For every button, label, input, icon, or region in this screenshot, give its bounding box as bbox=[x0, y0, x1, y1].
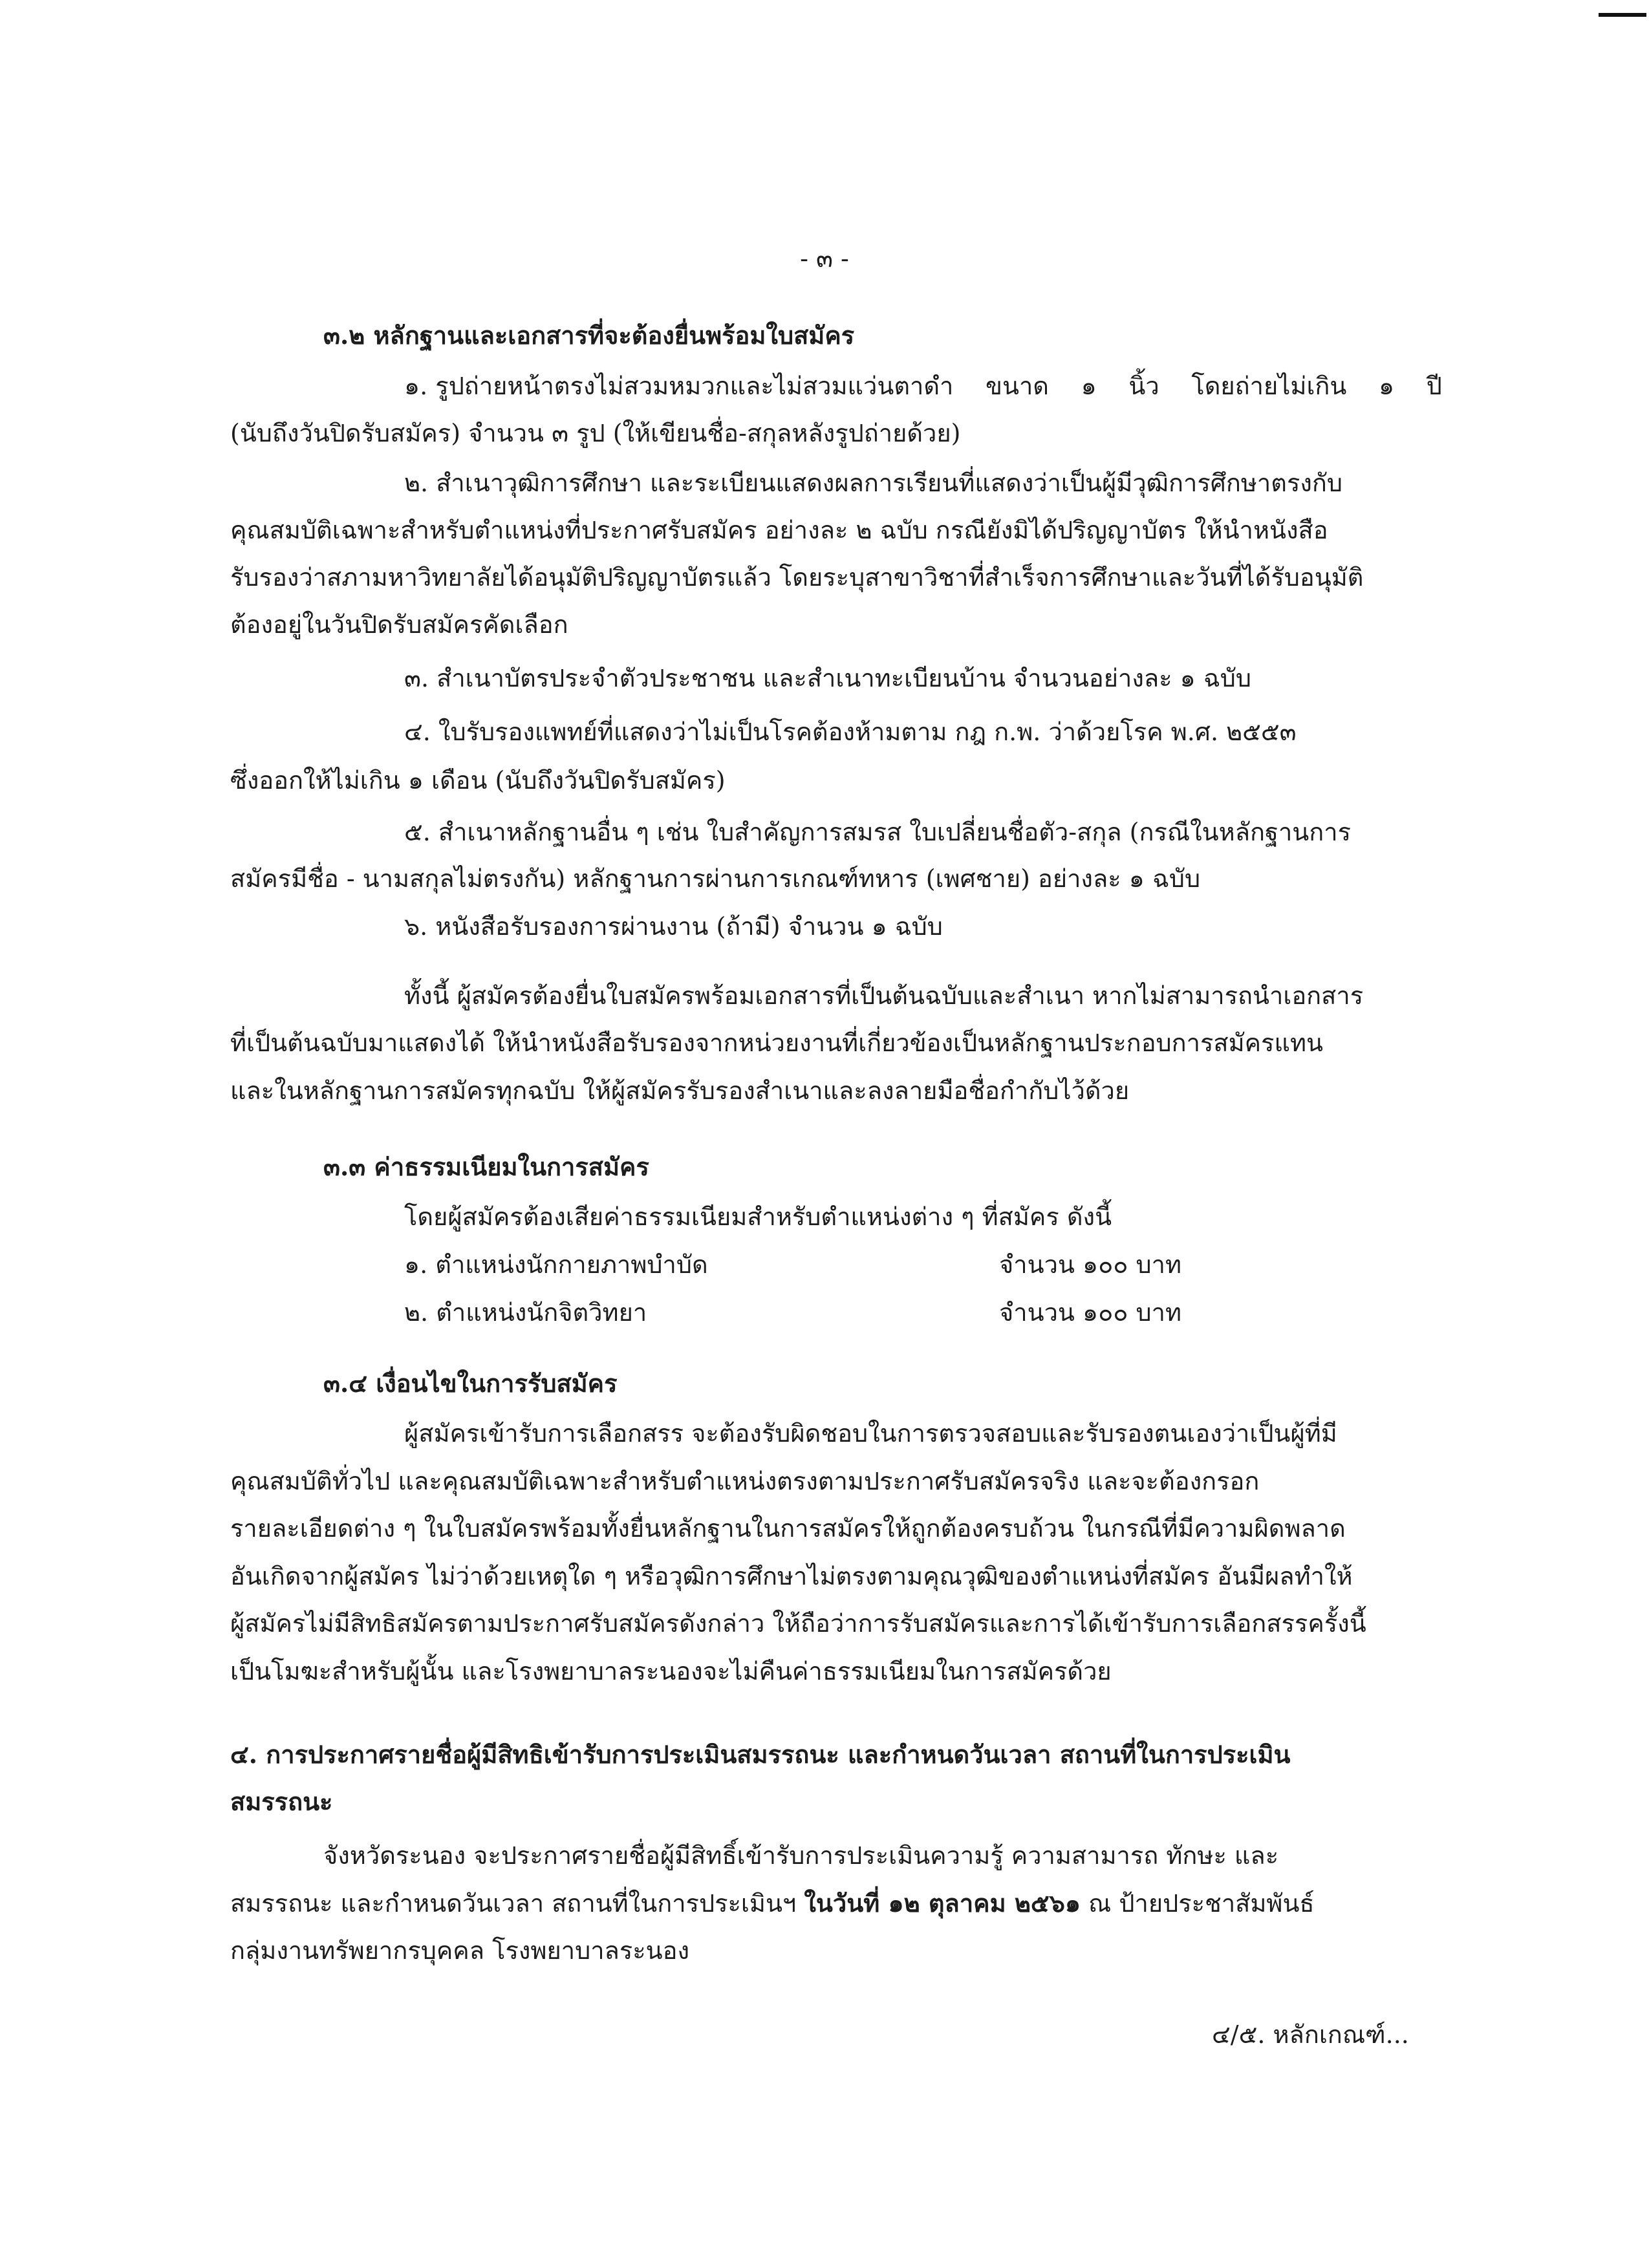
item-2-line-2: คุณสมบัติเฉพาะสำหรับตำแหน่งที่ประกาศรับสมัคร อย่างละ ๒ ฉบับ กรณียังมิได้ปริญญาบัตร ให้นำหนังสือ bbox=[230, 516, 1328, 544]
conditions-line: ผู้สมัครไม่มีสิทธิสมัครตามประกาศรับสมัครดังกล่าว ให้ถือว่าการรับสมัครและการได้เข้ารับการเลือกสรรครั้งนี้ bbox=[230, 1609, 1366, 1638]
section-4-heading-line-1: ๔. การประกาศรายชื่อผู้มีสิทธิเข้ารับการประเมินสมรรถนะ และกำหนดวันเวลา สถานที่ในการประเมิน bbox=[230, 1740, 1291, 1769]
fee-item-amount: จำนวน ๑๐๐ บาท bbox=[999, 1250, 1182, 1279]
note-line-3: และในหลักฐานการสมัครทุกฉบับ ให้ผู้สมัครรับรองสำเนาและลงลายมือชื่อกำกับไว้ด้วย bbox=[230, 1076, 1130, 1105]
section-3-3-heading: ๓.๓ ค่าธรรมเนียมในการสมัคร bbox=[323, 1152, 649, 1181]
section-4-heading-line-2: สมรรถนะ bbox=[230, 1787, 333, 1816]
announcement-line-3: กลุ่มงานทรัพยากรบุคคล โรงพยาบาลระนอง bbox=[230, 1936, 690, 1965]
scan-edge-mark bbox=[1599, 13, 1646, 17]
announcement-date: ในวันที่ ๑๒ ตุลาคม ๒๕๖๑ bbox=[804, 1888, 1081, 1918]
fee-intro: โดยผู้สมัครต้องเสียค่าธรรมเนียมสำหรับตำแหน่งต่าง ๆ ที่สมัคร ดังนี้ bbox=[404, 1203, 1112, 1231]
item-5-line-1: ๕. สำเนาหลักฐานอื่น ๆ เช่น ใบสำคัญการสมรส ใบเปลี่ยนชื่อตัว-สกุล (กรณีในหลักฐานการ bbox=[404, 818, 1352, 846]
item-4-line-2: ซึ่งออกให้ไม่เกิน ๑ เดือน (นับถึงวันปิดรับสมัคร) bbox=[230, 766, 726, 795]
item-1-line-1: ๑. รูปถ่ายหน้าตรงไม่สวมหมวกและไม่สวมแว่นตาดำ ขนาด ๑ นิ้ว โดยถ่ายไม่เกิน ๑ ปี bbox=[404, 372, 1442, 400]
fee-item-label: ๒. ตำแหน่งนักจิตวิทยา bbox=[404, 1298, 647, 1327]
item-4-line-1: ๔. ใบรับรองแพทย์ที่แสดงว่าไม่เป็นโรคต้องห้ามตาม กฎ ก.พ. ว่าด้วยโรค พ.ศ. ๒๕๕๓ bbox=[404, 718, 1297, 746]
item-2-line-4: ต้องอยู่ในวันปิดรับสมัครคัดเลือก bbox=[230, 610, 568, 639]
fee-item-amount: จำนวน ๑๐๐ บาท bbox=[999, 1298, 1182, 1327]
conditions-line: ผู้สมัครเข้ารับการเลือกสรร จะต้องรับผิดชอบในการตรวจสอบและรับรองตนเองว่าเป็นผู้ที่มี bbox=[404, 1419, 1337, 1448]
section-3-4-heading: ๓.๔ เงื่อนไขในการรับสมัคร bbox=[323, 1369, 618, 1398]
page-number: - ๓ - bbox=[800, 244, 849, 273]
announcement-line-2: สมรรถนะ และกำหนดวันเวลา สถานที่ในการประเมินฯ ในวันที่ ๑๒ ตุลาคม ๒๕๖๑ ณ ป้ายประชาสัมพันธ์ bbox=[230, 1888, 1315, 1918]
note-line-1: ทั้งนี้ ผู้สมัครต้องยื่นใบสมัครพร้อมเอกสารที่เป็นต้นฉบับและสำเนา หากไม่สามารถนำเอกสาร bbox=[404, 981, 1364, 1010]
item-3: ๓. สำเนาบัตรประจำตัวประชาชน และสำเนาทะเบียนบ้าน จำนวนอย่างละ ๑ ฉบับ bbox=[404, 664, 1251, 692]
item-2-line-1: ๒. สำเนาวุฒิการศึกษา และระเบียนแสดงผลการเรียนที่แสดงว่าเป็นผู้มีวุฒิการศึกษาตรงกับ bbox=[404, 469, 1343, 497]
conditions-line: คุณสมบัติทั่วไป และคุณสมบัติเฉพาะสำหรับตำแหน่งตรงตามประกาศรับสมัครจริง และจะต้องกรอก bbox=[230, 1467, 1260, 1495]
conditions-line: รายละเอียดต่าง ๆ ในใบสมัครพร้อมทั้งยื่นหลักฐานในการสมัครให้ถูกต้องครบถ้วน ในกรณีที่มีความผิดพลาด bbox=[230, 1514, 1346, 1543]
item-6: ๖. หนังสือรับรองการผ่านงาน (ถ้ามี) จำนวน ๑ ฉบับ bbox=[404, 912, 943, 941]
conditions-line: เป็นโมฆะสำหรับผู้นั้น และโรงพยาบาลระนองจะไม่คืนค่าธรรมเนียมในการสมัครด้วย bbox=[230, 1657, 1112, 1685]
section-3-2-heading: ๓.๒ หลักฐานและเอกสารที่จะต้องยื่นพร้อมใบสมัคร bbox=[323, 321, 855, 350]
fee-item-label: ๑. ตำแหน่งนักกายภาพบำบัด bbox=[404, 1250, 708, 1279]
conditions-line: อันเกิดจากผู้สมัคร ไม่ว่าด้วยเหตุใด ๆ หรือวุฒิการศึกษาไม่ตรงตามคุณวุฒิของตำแหน่งที่สมัคร อันมีผลทำให้ bbox=[230, 1562, 1353, 1590]
note-line-2: ที่เป็นต้นฉบับมาแสดงได้ ให้นำหนังสือรับรองจากหน่วยงานที่เกี่ยวข้องเป็นหลักฐานประกอบการสมัครแทน bbox=[230, 1029, 1323, 1057]
item-5-line-2: สมัครมีชื่อ - นามสกุลไม่ตรงกัน) หลักฐานการผ่านการเกณฑ์ทหาร (เพศชาย) อย่างละ ๑ ฉบับ bbox=[230, 864, 1201, 893]
item-2-line-3: รับรองว่าสภามหาวิทยาลัยได้อนุมัติปริญญาบัตรแล้ว โดยระบุสาขาวิชาที่สำเร็จการศึกษาและวันที่ได้รับอนุมัติ bbox=[230, 563, 1364, 592]
announcement-line-1: จังหวัดระนอง จะประกาศรายชื่อผู้มีสิทธิ์เข้ารับการประเมินความรู้ ความสามารถ ทักษะ และ bbox=[323, 1841, 1279, 1870]
continuation-marker: ๔/๕. หลักเกณฑ์... bbox=[1212, 2020, 1409, 2049]
item-1-line-2: (นับถึงวันปิดรับสมัคร) จำนวน ๓ รูป (ให้เขียนชื่อ-สกุลหลังรูปถ่ายด้วย) bbox=[230, 419, 961, 447]
